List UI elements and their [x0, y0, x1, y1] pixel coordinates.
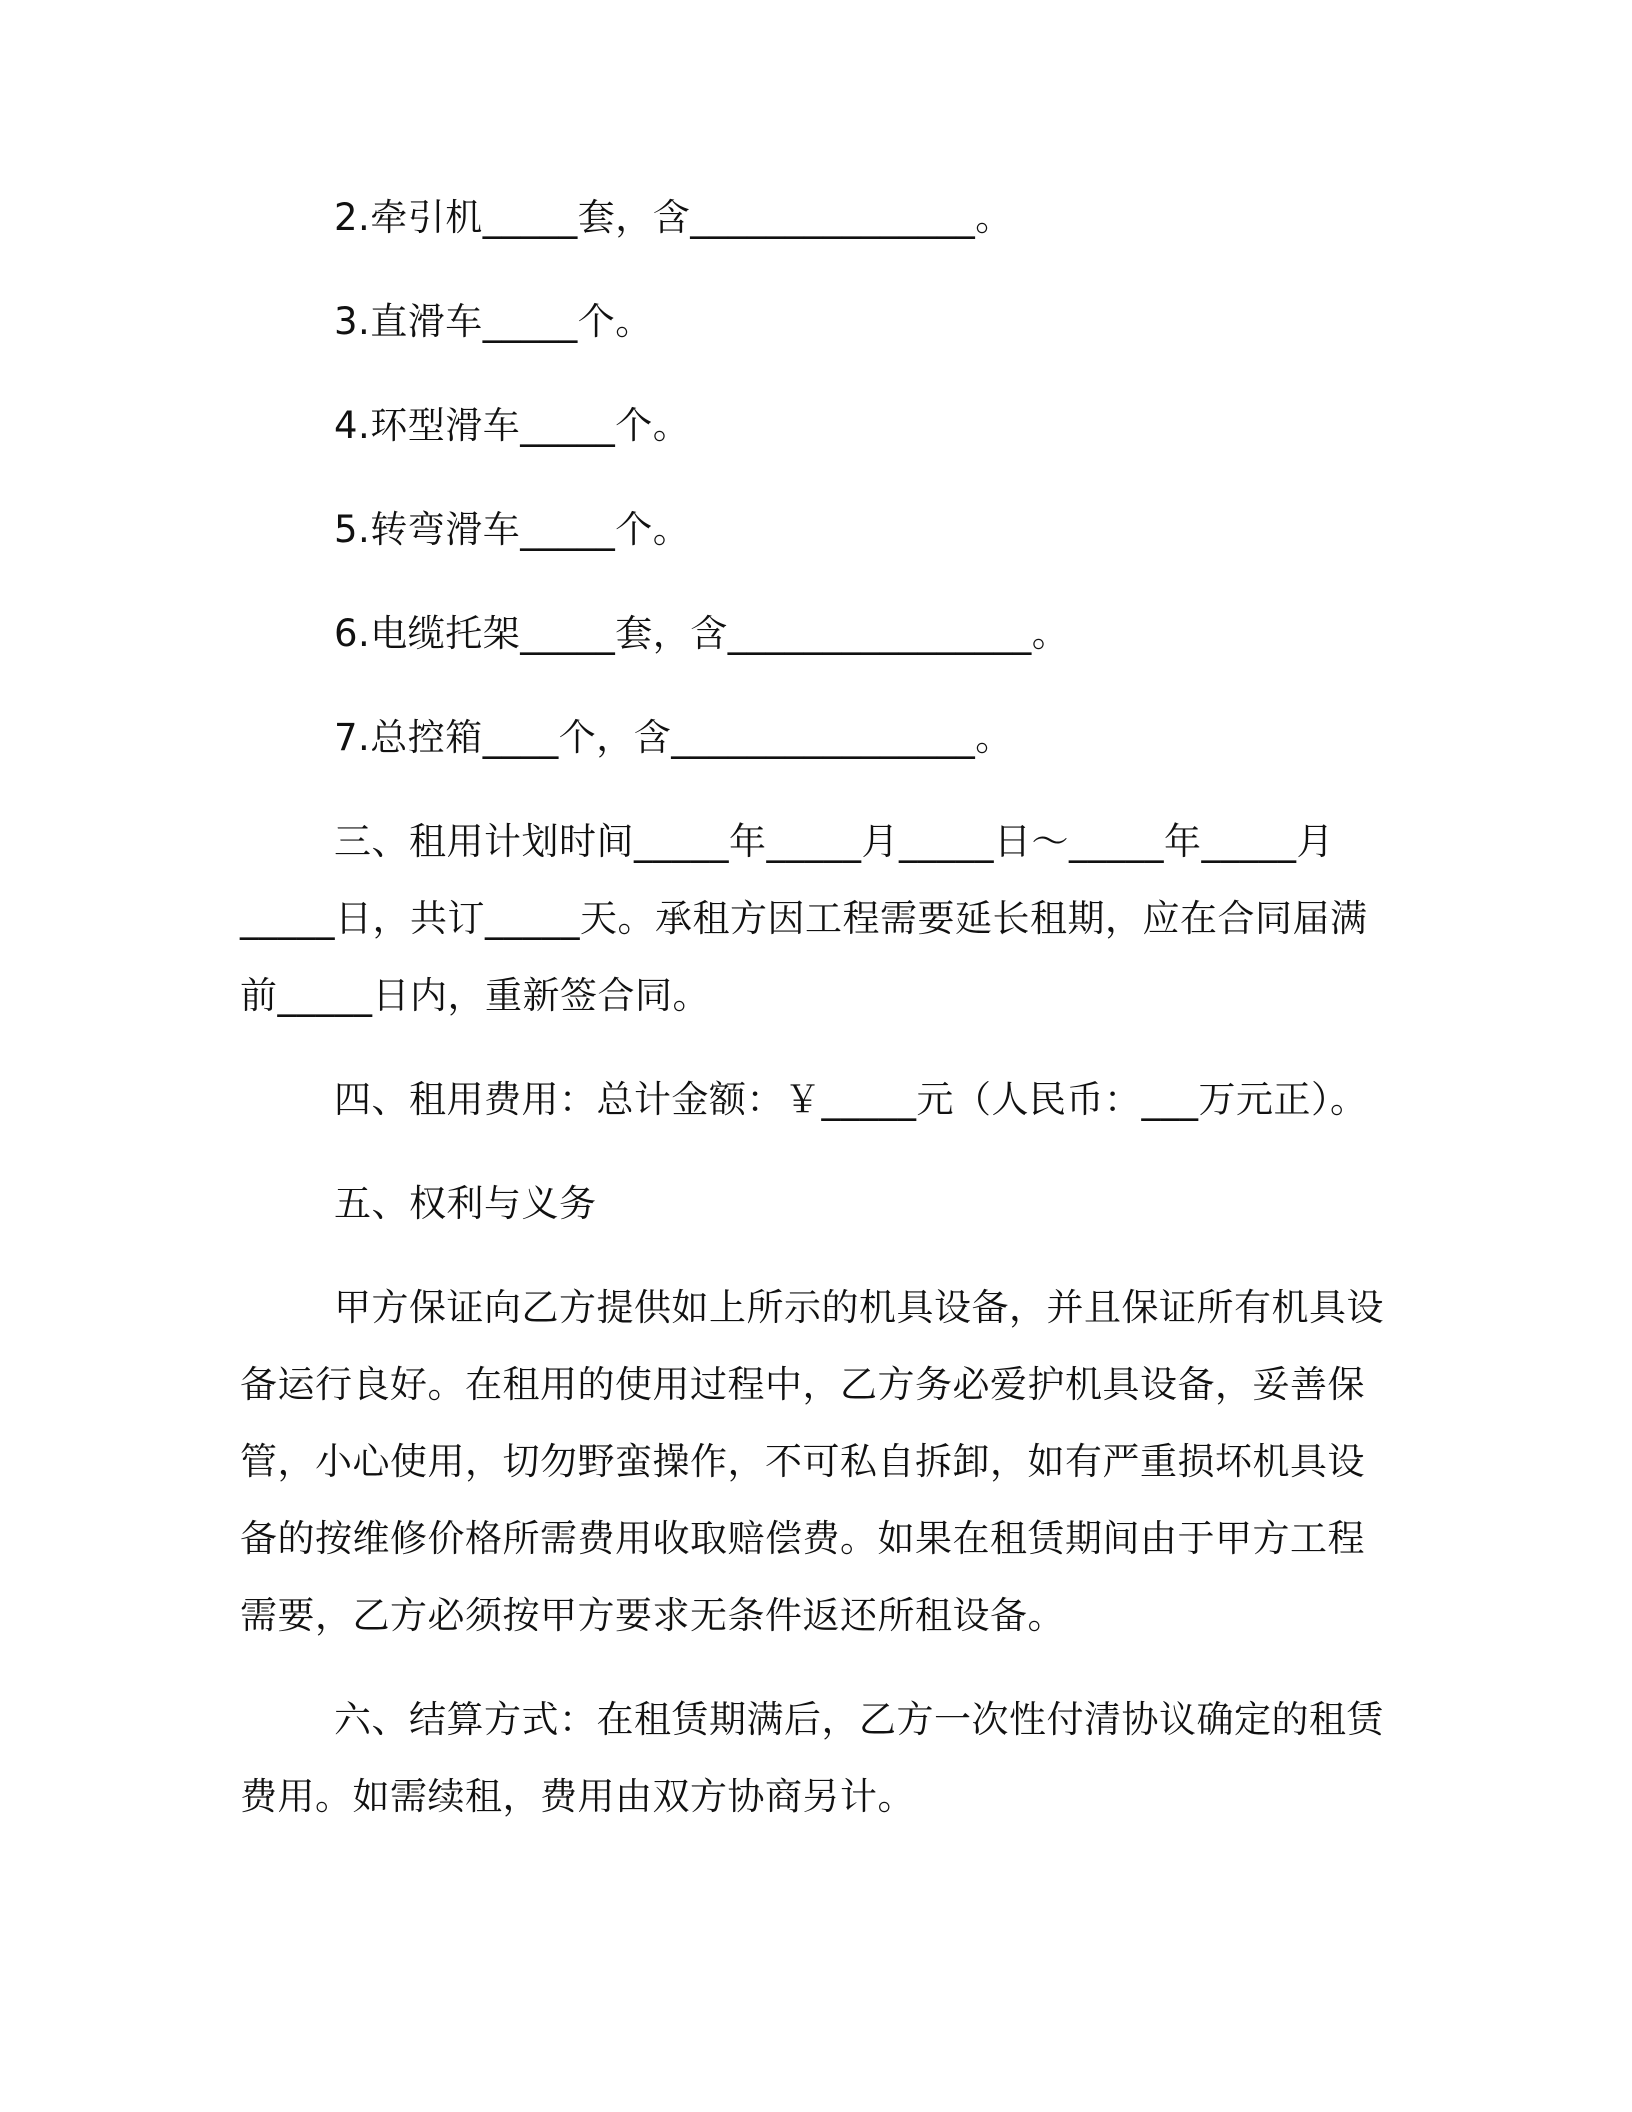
section-5-heading: 五、权利与义务	[334, 1182, 597, 1225]
section-5-para-line-5: 需要，乙方必须按甲方要求无条件返还所租设备。	[240, 1594, 1065, 1637]
section-3-line-3: 前_____日内，重新签合同。	[240, 974, 710, 1017]
section-4-rental-fee: 四、租用费用：总计金额：￥_____元（人民币：___万元正）。	[334, 1078, 1368, 1121]
item-straight-pulley: 3.直滑车_____个。	[334, 300, 653, 343]
item-control-box: 7.总控箱____个，含________________。	[334, 716, 1013, 759]
item-traction-machine: 2.牵引机_____套，含_______________。	[334, 196, 1013, 239]
section-3-rental-period: 三、租用计划时间_____年_____月_____日～_____年_____月	[334, 820, 1334, 863]
section-5-para-line-1: 甲方保证向乙方提供如上所示的机具设备，并且保证所有机具设	[334, 1286, 1384, 1329]
section-6-line-2: 费用。如需续租，费用由双方协商另计。	[240, 1775, 915, 1818]
section-5-para-line-3: 管，小心使用，切勿野蛮操作，不可私自拆卸，如有严重损坏机具设	[240, 1440, 1365, 1483]
section-3-line-2: _____日，共订_____天。承租方因工程需要延长租期，应在合同届满	[240, 897, 1368, 940]
item-cable-bracket: 6.电缆托架_____套，含________________。	[334, 612, 1070, 655]
item-turning-pulley: 5.转弯滑车_____个。	[334, 508, 691, 551]
section-6-settlement: 六、结算方式：在租赁期满后，乙方一次性付清协议确定的租赁	[334, 1698, 1384, 1741]
section-5-para-line-2: 备运行良好。在租用的使用过程中，乙方务必爱护机具设备，妥善保	[240, 1363, 1365, 1406]
item-ring-pulley: 4.环型滑车_____个。	[334, 404, 691, 447]
section-5-para-line-4: 备的按维修价格所需费用收取赔偿费。如果在租赁期间由于甲方工程	[240, 1517, 1365, 1560]
